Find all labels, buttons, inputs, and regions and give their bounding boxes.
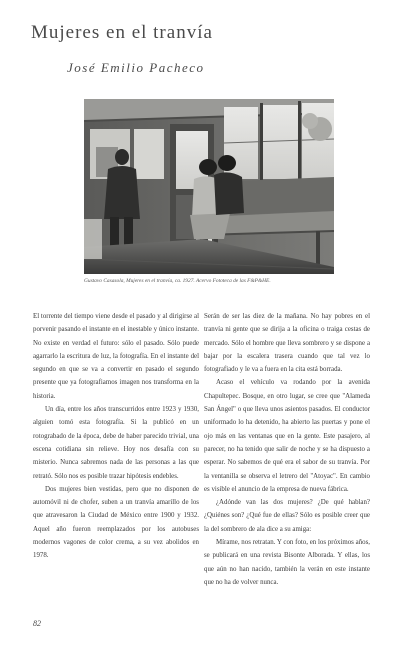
article-author: José Emilio Pacheco <box>67 60 205 75</box>
photo-caption: Gustavo Casasola, Mujeres en el tranvía, ca. 1927. Acervo Fototeca de las F&P&HE. <box>84 278 271 284</box>
article-title: Mujeres en el tranvía <box>31 22 213 43</box>
paragraph: Un día, entre los años transcurridos entre 1923 y 1930, alguien tomó esta fotografía. Si la publicó en un rotograbado de la época, debe de haber parecido trivial, una escena cotidiana sin relieve. Hoy nos desafía con su misterio. Nunca sabremos nada de las personas a las que retrató. Sólo nos es posible trazar hipótesis endebles. <box>33 406 199 480</box>
paragraph: Mírame, nos retratan. Y con foto, en los próximos años, se publicará en una revista Bisonte Alborada. Y ellas, los que aún no han nacido, también la verán en este instante que no ha de volver nunca. <box>204 539 370 586</box>
tram-photo-image <box>84 99 334 274</box>
page-number: 82 <box>33 619 41 628</box>
text-column-right <box>204 310 370 589</box>
paragraph: Dos mujeres bien vestidas, pero que no disponen de automóvil ni de chofer, suben a un tranvía amarillo de los que atravesaron la Ciudad de México entre 1900 y 1932. Aquel año fueron reemplazados por los autobuses modernos vagones de color crema, a su vez abolidos en 1978. <box>33 485 199 560</box>
paragraph: ¿Adónde van las dos mujeres? ¿De qué hablan? ¿Quiénes son? ¿Qué fue de ellas? Sólo es posible creer que la del sombrero de ala dice a su amiga: <box>204 499 370 533</box>
paragraph: Acaso el vehículo va rodando por la avenida Chapultepec. Bosque, en otro lugar, se cree que "Alameda San Ángel" o que lleva unos asientos pasados. El conductor uniformado lo ha detenido, ha abierto las puertas y pone el ojo más en las ventanas que en la gente. Este pasajero, al parecer, no ha tenido que salir de noche y se ha dispuesto a esperar. No sabemos de qué era el sabor de su tranvía. Por la ventanilla se observa el letrero del "Atoyac". En cambio es visible el anuncio de la empresa de nueva fábrica. <box>204 379 370 493</box>
text-column-left <box>33 310 199 563</box>
paragraph: El torrente del tiempo viene desde el pasado y al dirigirse al porvenir pasando el instante en el inestable y único instante. No existe en verdad el futuro: sólo el pasado. Sólo puede agarrarlo la escritura de luz, la fotografía. En el instante del segundo en que se va a convertir en pasado el segundo presente que ya fotografiamos imagen nos transforma en la historia. <box>33 313 199 400</box>
paragraph: Serán de ser las diez de la mañana. No hay pobres en el tranvía ni gente que se dirija a la oficina o traiga cestas de mercado. Sólo el hombre que lleva sombrero y se dispone a bajar por la escalera trasera cuando que tal vez lo fotografiado y le va a fuera en la cita está borrada. <box>204 313 370 374</box>
tram-photo <box>84 99 334 274</box>
